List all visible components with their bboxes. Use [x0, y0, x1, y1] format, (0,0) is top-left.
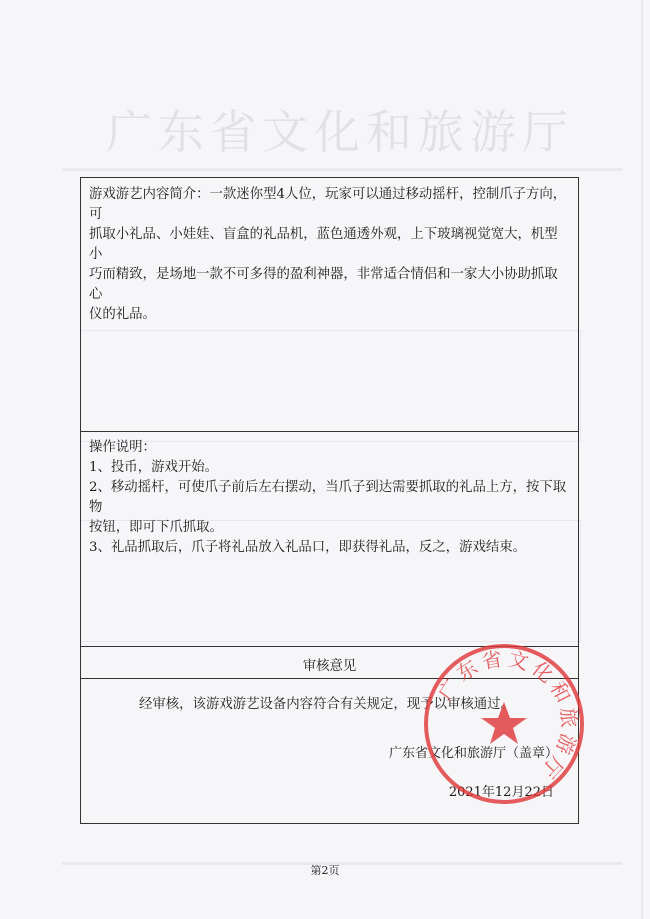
bleed-through-heading: 广东省文化和旅游厅: [106, 105, 574, 159]
bleed-through-rule: [62, 168, 622, 171]
operation-text: [89, 438, 570, 558]
intro-line: 巧而精致，是场地一款不可多得的盈利神器，非常适合情侣和一家大小协助抓取心: [89, 267, 558, 302]
operation-step: 3、礼品抓取后，爪子将礼品放入礼品口，即获得礼品，反之，游戏结束。: [89, 540, 527, 555]
star-icon: [481, 702, 527, 744]
page-number: 第2页: [310, 864, 340, 877]
review-date: 2021年12月22日: [448, 785, 554, 800]
page-fold-line: [641, 0, 643, 919]
review-heading: 审核意见: [302, 659, 357, 674]
official-seal: [420, 640, 588, 808]
operation-step: 2、移动摇杆，可使爪子前后左右摆动，当爪子到达需要抓取的礼品上方，按下取物: [89, 480, 567, 515]
intro-line: 抓取小礼品、小娃娃、盲盒的礼品机，蓝色通透外观，上下玻璃视觉宽大，机型小: [89, 227, 558, 262]
intro-line: 游戏游艺内容简介：一款迷你型4人位，玩家可以通过移动摇杆，控制爪子方向，可: [89, 187, 567, 222]
seal-text: 广东省文化和旅游厅: [433, 646, 582, 786]
review-opinion: 经审核，该游戏游艺设备内容符合有关规定，现予以审核通过。: [139, 697, 514, 712]
operation-step: 按钮，即可下爪抓取。: [89, 520, 223, 535]
intro-section: [81, 178, 578, 432]
operation-step: 1、投币，游戏开始。: [89, 460, 219, 475]
operation-section: [81, 432, 578, 647]
signer-name: 广东省文化和旅游厅（盖章）: [388, 746, 558, 761]
intro-line: 仪的礼品。: [89, 307, 156, 322]
operation-heading: 操作说明：: [89, 440, 156, 455]
intro-text: [89, 185, 570, 325]
